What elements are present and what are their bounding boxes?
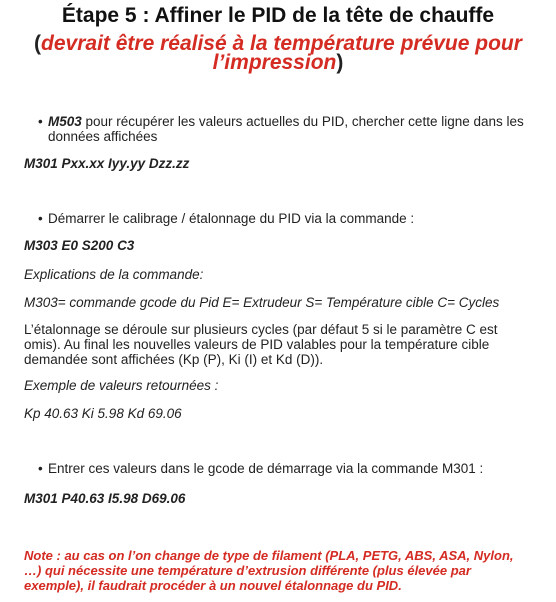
example-values: Kp 40.63 Ki 5.98 Kd 69.06 xyxy=(24,406,182,421)
calibration-paragraph: L’étalonnage se déroule sur plusieurs cycles (par défaut 5 si le paramètre C est omis). Au final les nouvelles valeurs de PID valables pour la température cible demandée sont affichées (Kp (P), Ki (I) et Kd (D)). xyxy=(24,322,498,367)
subtitle-close-paren: ) xyxy=(336,51,344,74)
explanation-line: M303= commande gcode du Pid E= Extrudeur S= Température cible C= Cycles xyxy=(24,295,500,310)
list-item-m301 xyxy=(38,461,548,476)
command-m301: M301 P40.63 I5.98 D69.06 xyxy=(24,491,186,506)
bullet-icon: • xyxy=(38,114,43,129)
list-item-m503 xyxy=(38,114,548,144)
page-title: Étape 5 : Affiner le PID de la tête de chauffe xyxy=(61,4,495,27)
code-m503: M503 xyxy=(48,114,82,129)
list-item-calibration xyxy=(38,211,548,226)
bullet-icon: • xyxy=(38,461,43,476)
explanation-title: Explications de la commande: xyxy=(24,267,204,282)
subtitle-open-paren: ( xyxy=(34,32,42,55)
example-title: Exemple de valeurs retournées : xyxy=(24,378,219,393)
bullet-icon: • xyxy=(38,211,43,226)
subtitle-text: devrait être réalisé à la température prévue pour l’impression xyxy=(41,32,522,74)
page-subtitle xyxy=(20,34,536,72)
list-item-text: Entrer ces valeurs dans le gcode de démarrage via la commande M301 : xyxy=(48,461,484,476)
list-item-text: Démarrer le calibrage / étalonnage du PID via la commande : xyxy=(48,211,415,226)
list-item-text: pour récupérer les valeurs actuelles du PID, chercher cette ligne dans les données affichées xyxy=(48,114,524,144)
pid-format-line: M301 Pxx.xx Iyy.yy Dzz.zz xyxy=(24,156,190,171)
note-text: Note : au cas on l’on change de type de filament (PLA, PETG, ABS, ASA, Nylon, …) qui nécessite une température d’extrusion différente (plus élevée par exemple), il faudrait procéder à un nouvel étalonnage du PID. xyxy=(24,548,514,593)
command-m303: M303 E0 S200 C3 xyxy=(24,238,135,253)
